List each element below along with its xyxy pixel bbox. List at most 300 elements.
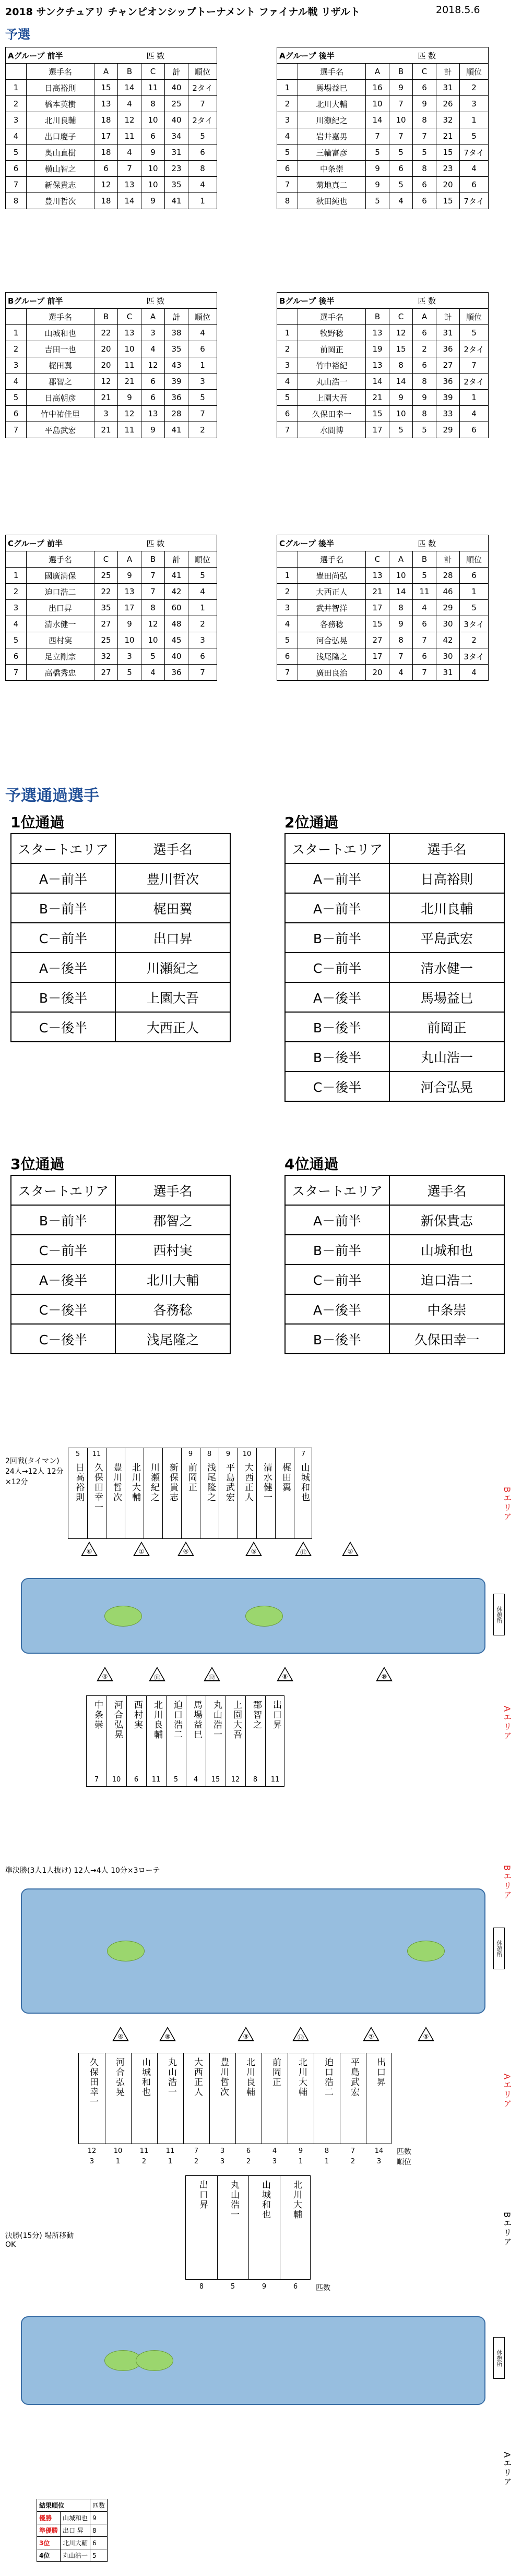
table-cell: 5 xyxy=(90,2549,108,2562)
table-cell: 43 xyxy=(165,357,188,374)
table-cell: 平島武宏 xyxy=(389,923,504,953)
results-table xyxy=(37,2499,108,2562)
player-name: 日高裕則 xyxy=(74,1463,84,1502)
table-cell: 42 xyxy=(165,584,188,600)
column-header: C xyxy=(141,64,165,80)
score-rank: 1 xyxy=(298,2158,303,2165)
area-label: Bエリア xyxy=(502,1865,512,1900)
column-divider xyxy=(162,1448,163,1538)
column-divider xyxy=(209,2053,210,2144)
table-row xyxy=(6,632,217,648)
table-cell: 14 xyxy=(118,193,141,209)
column-header-name: 選手名 xyxy=(389,1175,504,1205)
table-cell: C－前半 xyxy=(11,923,115,953)
table-cell: 中条崇 xyxy=(298,161,366,177)
table-cell: 8 xyxy=(389,632,413,648)
column-header-name: 選手名 xyxy=(389,834,504,863)
column-divider xyxy=(256,1448,257,1538)
table-cell: 3 xyxy=(6,112,27,128)
table-cell: 2タイ xyxy=(460,341,489,357)
table-cell: 北川大輔 xyxy=(115,1265,230,1294)
final-score: 9 xyxy=(262,2283,267,2291)
table-cell: 上園大吾 xyxy=(115,982,230,1012)
table-cell: 17 xyxy=(94,128,118,145)
table-cell: 3 xyxy=(6,600,27,616)
column-header: B xyxy=(94,309,118,325)
score-rank: 1 xyxy=(324,2158,329,2165)
column-header: A xyxy=(118,551,141,568)
group-title: Bグループ 後半 xyxy=(277,293,366,309)
table-row xyxy=(11,953,230,982)
table-cell: 6 xyxy=(277,161,298,177)
header-blank xyxy=(6,551,27,568)
table-cell: 35 xyxy=(165,177,188,193)
table-cell: 豊川哲次 xyxy=(115,863,230,893)
table-row xyxy=(277,341,489,357)
table-cell: 39 xyxy=(436,390,460,406)
column-header: A xyxy=(413,309,436,325)
table-row xyxy=(285,893,504,923)
table-row xyxy=(11,1294,230,1324)
column-header: 計 xyxy=(165,551,188,568)
player-name: 山城和也 xyxy=(140,2057,150,2097)
group-title: Cグループ 前半 xyxy=(6,535,94,551)
table-cell: 西村実 xyxy=(115,1235,230,1265)
table-cell: 豊川哲次 xyxy=(27,193,94,209)
table-cell: 郡智之 xyxy=(115,1205,230,1235)
column-divider xyxy=(275,1448,276,1538)
table-cell: 29 xyxy=(436,600,460,616)
table-cell: 川瀬紀之 xyxy=(115,953,230,982)
table-cell: B－後半 xyxy=(285,1042,389,1072)
column-divider xyxy=(87,1448,88,1538)
table-cell: 4 xyxy=(413,600,436,616)
table-cell: 45 xyxy=(165,632,188,648)
score-count: 11 xyxy=(165,2147,175,2155)
player-name: 丸山浩一 xyxy=(211,1700,222,1740)
table-row xyxy=(277,374,489,390)
player-score: 11 xyxy=(92,1450,101,1458)
table-cell: 各務稔 xyxy=(115,1294,230,1324)
table-cell: 17 xyxy=(366,600,389,616)
table-row xyxy=(277,128,489,145)
player-score: 12 xyxy=(231,1776,240,1784)
marker-number: ① xyxy=(138,1548,145,1555)
table-cell: 15 xyxy=(436,145,460,161)
header-blank xyxy=(277,64,298,80)
table-row xyxy=(285,1205,504,1235)
table-cell: 4 xyxy=(6,374,27,390)
table-cell: C－後半 xyxy=(11,1324,115,1354)
table-cell: 6 xyxy=(413,325,436,341)
table-cell: 8 xyxy=(6,193,27,209)
table-cell: 2 xyxy=(413,341,436,357)
table-cell: B－前半 xyxy=(285,923,389,953)
table-cell: 4 xyxy=(277,374,298,390)
marker-number: ④ xyxy=(117,2033,124,2040)
table-cell: 41 xyxy=(165,568,188,584)
column-header: B xyxy=(118,64,141,80)
table-row xyxy=(6,325,217,341)
table-cell: 15 xyxy=(366,406,389,422)
table-cell: 31 xyxy=(165,145,188,161)
score-card xyxy=(78,2053,392,2165)
table-cell: 4 xyxy=(460,665,489,681)
table-cell: 36 xyxy=(436,341,460,357)
column-divider xyxy=(126,1696,127,1786)
table-row xyxy=(277,648,489,665)
group-title: Aグループ 前半 xyxy=(6,47,94,64)
table-row xyxy=(6,161,217,177)
table-row xyxy=(11,863,230,893)
table-row xyxy=(6,406,217,422)
table-cell: 2 xyxy=(188,616,217,632)
table-cell: 7 xyxy=(118,161,141,177)
table-row xyxy=(285,1072,504,1101)
table-cell: 準優勝 xyxy=(37,2524,61,2537)
table-cell: 5 xyxy=(188,390,217,406)
table-row xyxy=(277,193,489,209)
table-cell: B－前半 xyxy=(11,893,115,923)
player-name: 大西正人 xyxy=(243,1463,253,1502)
table-cell: 4 xyxy=(141,341,165,357)
table-cell: 吉田一也 xyxy=(27,341,94,357)
table-cell: 11 xyxy=(118,357,141,374)
table-cell: 6 xyxy=(413,80,436,96)
player-name: 久保田幸一 xyxy=(92,1463,103,1512)
table-cell: 10 xyxy=(389,112,413,128)
column-header: C xyxy=(413,64,436,80)
table-cell: 9 xyxy=(118,390,141,406)
table-cell: 日高朝彦 xyxy=(27,390,94,406)
table-cell: 27 xyxy=(366,632,389,648)
table-cell: 10 xyxy=(141,112,165,128)
hole-count-label: 匹 数 xyxy=(366,47,489,64)
table-cell: 46 xyxy=(436,584,460,600)
table-cell: 丸山浩一 xyxy=(298,374,366,390)
table-cell: 21 xyxy=(366,584,389,600)
table-row xyxy=(277,161,489,177)
table-row xyxy=(285,1235,504,1265)
area-label: Aエリア xyxy=(502,1706,512,1741)
table-cell: 馬場益巳 xyxy=(389,982,504,1012)
score-count: 9 xyxy=(298,2147,303,2155)
table-cell: 横山智之 xyxy=(27,161,94,177)
player-name: 郡智之 xyxy=(251,1700,262,1730)
table-cell: 13 xyxy=(118,177,141,193)
advance-heading: 4位通過 xyxy=(284,1155,339,1173)
table-cell: 12 xyxy=(118,406,141,422)
marker-number: ⑩ xyxy=(381,1673,387,1680)
table-cell: 足立剛宗 xyxy=(27,648,94,665)
table-cell: 41 xyxy=(165,422,188,438)
table-row xyxy=(6,568,217,584)
hole-count-label: 匹 数 xyxy=(366,535,489,551)
table-cell: 22 xyxy=(94,325,118,341)
table-cell: 梶田翼 xyxy=(115,893,230,923)
table-cell: 3 xyxy=(6,357,27,374)
table-cell: 3 xyxy=(277,600,298,616)
score-count: 12 xyxy=(87,2147,97,2155)
player-score: 8 xyxy=(207,1450,212,1458)
area-label: Aエリア xyxy=(502,2074,512,2109)
advance-heading: 1位通過 xyxy=(10,814,65,831)
table-cell: 菊地真二 xyxy=(298,177,366,193)
table-cell: B－前半 xyxy=(11,1205,115,1235)
table-row xyxy=(277,357,489,374)
table-cell: 19 xyxy=(366,341,389,357)
table-row xyxy=(6,584,217,600)
table-cell: 8 xyxy=(413,112,436,128)
table-cell: 3 xyxy=(94,406,118,422)
table-cell: A－後半 xyxy=(285,982,389,1012)
score-card xyxy=(86,1695,284,1787)
table-cell: 9 xyxy=(90,2512,108,2524)
rank-label: 順位 xyxy=(397,2158,411,2166)
column-header-area: スタートエリア xyxy=(11,834,115,863)
table-cell: 8 xyxy=(141,96,165,112)
table-cell: 4 xyxy=(460,406,489,422)
document-title: 2018 サンクチュアリ チャンピオンシップトーナメント ファイナル戦 リザルト xyxy=(5,6,360,18)
column-divider xyxy=(183,2053,184,2144)
table-cell: 1 xyxy=(188,600,217,616)
column-header-area: スタートエリア xyxy=(285,1175,389,1205)
table-cell: 7 xyxy=(141,568,165,584)
group-table xyxy=(277,47,489,209)
table-cell: 7 xyxy=(188,96,217,112)
table-cell: 42 xyxy=(436,632,460,648)
table-cell: 2 xyxy=(188,422,217,438)
player-name: 山城和也 xyxy=(260,2180,270,2220)
table-cell: 7 xyxy=(366,128,389,145)
table-cell: 6 xyxy=(277,406,298,422)
count-label: 匹数 xyxy=(397,2148,411,2156)
score-count: 7 xyxy=(194,2147,199,2155)
table-row xyxy=(277,665,489,681)
table-cell: 牧野稔 xyxy=(298,325,366,341)
table-cell: 35 xyxy=(94,600,118,616)
table-cell: 3位 xyxy=(37,2537,61,2549)
column-divider xyxy=(245,1696,246,1786)
table-cell: 前岡正 xyxy=(389,1012,504,1042)
table-row xyxy=(37,2549,108,2562)
player-name: 新保貴志 xyxy=(168,1463,178,1502)
player-name: 梶田翼 xyxy=(280,1463,291,1492)
table-cell: 清水健一 xyxy=(389,953,504,982)
table-cell: 出口昇 xyxy=(27,600,94,616)
table-cell: 11 xyxy=(413,584,436,600)
column-divider xyxy=(217,2176,218,2279)
table-cell: 1 xyxy=(6,80,27,96)
table-cell: 14 xyxy=(389,374,413,390)
table-cell: 48 xyxy=(165,616,188,632)
area-label: Bエリア xyxy=(502,1487,512,1522)
table-cell: 山城和也 xyxy=(61,2512,90,2524)
table-cell: 北川大輔 xyxy=(61,2537,90,2549)
score-card xyxy=(68,1448,312,1539)
column-header-name: 選手名 xyxy=(115,834,230,863)
table-cell: 36 xyxy=(436,374,460,390)
table-cell: C－前半 xyxy=(285,1265,389,1294)
table-cell: 日高裕則 xyxy=(389,863,504,893)
table-cell: 三輪富彦 xyxy=(298,145,366,161)
column-header: 順位 xyxy=(460,309,489,325)
final-score: 5 xyxy=(230,2283,235,2291)
table-cell: 新保貴志 xyxy=(389,1205,504,1235)
table-cell: 2 xyxy=(6,96,27,112)
player-score: 7 xyxy=(94,1776,99,1784)
table-cell: 7 xyxy=(389,648,413,665)
player-name: 川瀬紀之 xyxy=(149,1463,159,1502)
table-cell: 21 xyxy=(94,422,118,438)
table-cell: 平島武宏 xyxy=(27,422,94,438)
group-table xyxy=(5,535,217,681)
table-cell: 40 xyxy=(165,112,188,128)
table-cell: 4 xyxy=(118,96,141,112)
table-row xyxy=(6,390,217,406)
group-table xyxy=(277,292,489,438)
table-cell: 8 xyxy=(413,161,436,177)
table-cell: 17 xyxy=(366,422,389,438)
group-title: Aグループ 後半 xyxy=(277,47,366,64)
table-cell: 20 xyxy=(94,357,118,374)
column-header: A xyxy=(366,64,389,80)
table-cell: 5 xyxy=(460,128,489,145)
table-cell: 9 xyxy=(413,390,436,406)
player-score: 11 xyxy=(151,1776,161,1784)
table-cell: 11 xyxy=(118,128,141,145)
table-cell: 14 xyxy=(389,584,413,600)
table-cell: 迫口浩二 xyxy=(389,1265,504,1294)
table-cell: 5 xyxy=(366,145,389,161)
table-cell: 久保田幸一 xyxy=(298,406,366,422)
table-row xyxy=(285,953,504,982)
table-cell: B－後半 xyxy=(285,1324,389,1354)
table-cell: 2タイ xyxy=(188,80,217,96)
table-cell: 前岡正 xyxy=(298,341,366,357)
table-cell: 1 xyxy=(6,325,27,341)
table-cell: 1 xyxy=(460,584,489,600)
score-card xyxy=(185,2175,311,2291)
table-cell: 30 xyxy=(436,648,460,665)
player-score: 8 xyxy=(253,1776,258,1784)
column-header: 選手名 xyxy=(298,551,366,568)
column-header: C xyxy=(389,309,413,325)
column-header: C xyxy=(366,551,389,568)
table-row xyxy=(11,1265,230,1294)
table-cell: 9 xyxy=(413,96,436,112)
table-cell: 4 xyxy=(460,161,489,177)
table-row xyxy=(11,982,230,1012)
table-cell: 10 xyxy=(141,161,165,177)
table-row xyxy=(6,193,217,209)
table-cell: A－前半 xyxy=(285,863,389,893)
table-cell: 5 xyxy=(277,632,298,648)
table-cell: 10 xyxy=(389,406,413,422)
table-cell: 北川大輔 xyxy=(298,96,366,112)
player-name: 河合弘晃 xyxy=(112,1700,123,1740)
score-rank: 2 xyxy=(246,2158,251,2165)
table-cell: 川瀬紀之 xyxy=(298,112,366,128)
table-cell: A－前半 xyxy=(11,863,115,893)
table-cell: 34 xyxy=(165,128,188,145)
results-count-header: 匹数 xyxy=(90,2499,108,2512)
column-divider xyxy=(235,2053,236,2144)
score-rank: 3 xyxy=(220,2158,225,2165)
table-cell: 5 xyxy=(366,193,389,209)
table-cell: A－後半 xyxy=(11,1265,115,1294)
player-name: 山城和也 xyxy=(299,1463,310,1502)
table-cell: 27 xyxy=(94,616,118,632)
table-cell: 2 xyxy=(6,341,27,357)
table-cell: C－前半 xyxy=(285,953,389,982)
score-count: 7 xyxy=(350,2147,355,2155)
table-cell: 31 xyxy=(436,325,460,341)
final-note: 決勝(15分) 場所移動OK xyxy=(5,2232,74,2249)
table-cell: 7 xyxy=(413,665,436,681)
table-cell: 1 xyxy=(460,390,489,406)
score-count: 14 xyxy=(374,2147,384,2155)
table-cell: 日高裕則 xyxy=(27,80,94,96)
table-cell: 7 xyxy=(6,422,27,438)
table-cell: 4 xyxy=(118,145,141,161)
table-cell: 8 xyxy=(90,2524,108,2537)
table-cell: 13 xyxy=(118,325,141,341)
table-cell: 6 xyxy=(460,422,489,438)
column-divider xyxy=(248,2176,249,2279)
pond-spot xyxy=(136,2350,173,2371)
score-count: 10 xyxy=(113,2147,123,2155)
table-cell: 7 xyxy=(188,665,217,681)
table-cell: 出口 昇 xyxy=(61,2524,90,2537)
table-row xyxy=(277,584,489,600)
table-cell: 18 xyxy=(94,112,118,128)
header-blank xyxy=(277,551,298,568)
table-cell: 14 xyxy=(366,112,389,128)
table-cell: 5 xyxy=(6,390,27,406)
table-cell: 奥山直樹 xyxy=(27,145,94,161)
player-score: 9 xyxy=(188,1450,193,1458)
column-header: 計 xyxy=(165,64,188,80)
score-rank: 2 xyxy=(350,2158,355,2165)
table-cell: 14 xyxy=(366,374,389,390)
table-cell: 21 xyxy=(118,374,141,390)
table-cell: 31 xyxy=(436,80,460,96)
table-cell: 3 xyxy=(141,325,165,341)
table-cell: 3 xyxy=(188,374,217,390)
table-cell: 5 xyxy=(389,177,413,193)
player-score: 10 xyxy=(112,1776,121,1784)
table-cell: 1 xyxy=(277,568,298,584)
table-cell: 3 xyxy=(188,632,217,648)
table-cell: 6 xyxy=(413,177,436,193)
table-cell: 10 xyxy=(141,177,165,193)
table-cell: 4 xyxy=(6,128,27,145)
round2-note: 2回戦(タイマン) 24人→12人 12分×12分 xyxy=(5,1457,64,1486)
table-cell: A－後半 xyxy=(285,1294,389,1324)
table-cell: 5 xyxy=(389,422,413,438)
column-header: B xyxy=(413,551,436,568)
table-cell: 27 xyxy=(436,357,460,374)
table-cell: 1 xyxy=(188,357,217,374)
player-name: 上園大吾 xyxy=(231,1700,242,1740)
player-name: 前岡正 xyxy=(270,2057,281,2087)
table-cell: 6 xyxy=(6,648,27,665)
table-row xyxy=(6,357,217,374)
table-cell: 9 xyxy=(141,145,165,161)
table-cell: 2 xyxy=(460,632,489,648)
table-cell: 5 xyxy=(118,665,141,681)
